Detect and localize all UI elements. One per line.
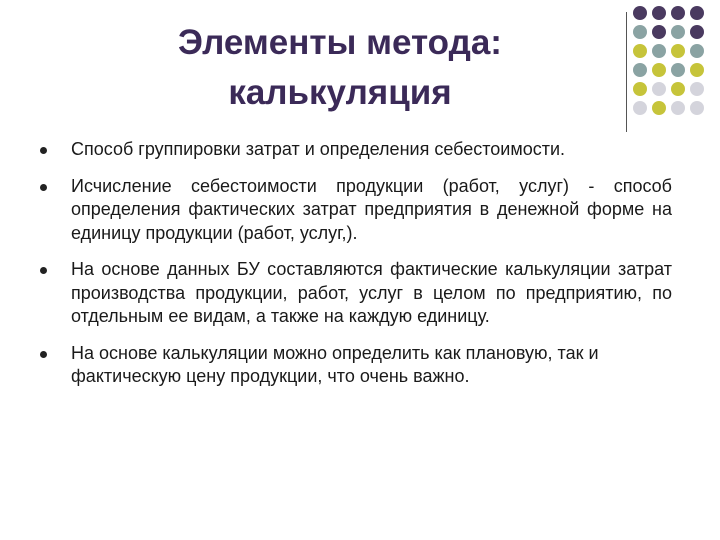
bullet-dot-icon <box>40 184 47 191</box>
bullet-item <box>40 138 672 162</box>
slide-title <box>110 18 570 118</box>
decorative-dot <box>671 6 685 20</box>
decorative-dot <box>690 25 704 39</box>
divider-line <box>626 12 627 132</box>
decorative-dot <box>671 82 685 96</box>
decorative-dot <box>690 101 704 115</box>
decorative-dot <box>671 44 685 58</box>
bullet-item <box>40 175 672 246</box>
decorative-dot <box>633 44 647 58</box>
decorative-dot <box>652 44 666 58</box>
decorative-dot <box>633 101 647 115</box>
decorative-dot <box>633 82 647 96</box>
bullet-list <box>40 138 672 402</box>
decorative-dot <box>690 6 704 20</box>
decorative-dot <box>652 6 666 20</box>
decorative-dot <box>671 25 685 39</box>
bullet-item <box>40 342 672 389</box>
bullet-item <box>40 258 672 329</box>
decorative-dot <box>652 101 666 115</box>
bullet-dot-icon <box>40 147 47 154</box>
bullet-dot-icon <box>40 267 47 274</box>
bullet-text: Способ группировки затрат и определения себестоимости. <box>71 139 566 159</box>
decorative-dot <box>690 44 704 58</box>
decorative-dot <box>633 25 647 39</box>
decorative-dot <box>671 101 685 115</box>
decorative-dot <box>652 82 666 96</box>
decorative-dot <box>633 6 647 20</box>
decorative-dot <box>671 63 685 77</box>
bullet-text: Исчисление себестоимости продукции (работ, услуг) - способ определения фактических затрат предприятия в денежной форме на единицу продукции (работ, услуг,). <box>71 175 672 243</box>
decorative-dot <box>633 63 647 77</box>
decorative-dot <box>690 82 704 96</box>
decorative-dot <box>690 63 704 77</box>
decorative-dot <box>652 25 666 39</box>
slide-title-line-2: калькуляция <box>228 73 452 112</box>
slide-title-line-1: Элементы метода: <box>178 23 502 62</box>
decorative-dot <box>652 63 666 77</box>
bullet-text: На основе данных БУ составляются фактические калькуляции затрат производства продукции, работ, услуг в целом по предприятию, по отдельным ее видам, а также на каждую единицу. <box>71 259 672 326</box>
bullet-dot-icon <box>40 351 47 358</box>
bullet-text: На основе калькуляции можно определить как плановую, так и фактическую цену продукции, что очень важно. <box>71 342 599 386</box>
